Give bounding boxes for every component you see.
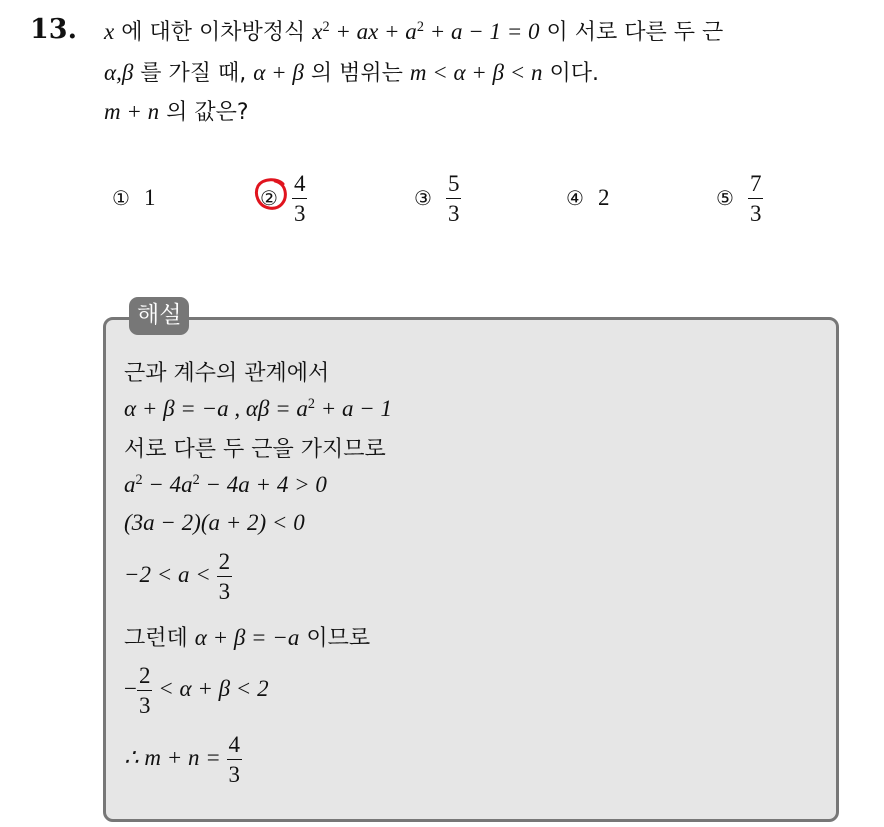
question-text: 의 값은? (159, 100, 249, 125)
explanation-line-4: $a^2 - 4a^2 - 4a + 4 > 0$ (124, 472, 327, 497)
choice-value: 1 (143, 185, 156, 210)
explanation-line-7: 그런데 α + β = −a 이므로 (124, 625, 371, 651)
sum-expression: α + β (253, 60, 304, 85)
question-line-3 (104, 95, 249, 126)
question-text: 이다. (542, 61, 600, 86)
choice-3[interactable] (414, 168, 461, 228)
explanation-tag: 해설 (129, 297, 189, 335)
explanation-line-5: (3a − 2)(a + 2) < 0 (124, 510, 305, 535)
target-expression: m + n (104, 99, 160, 124)
fraction: $\frac{2}{3}$ (138, 663, 151, 718)
question-line-2 (104, 56, 599, 87)
explanation-line-2: α + β = −a , $\alpha\beta = a^2 + a - 1$ (124, 396, 393, 421)
fraction: $\frac{4}{3}$ (228, 732, 241, 787)
explanation-line-9: ∴ m + n = $\frac{4}{3}$ (124, 732, 241, 787)
choice-marker: ② (260, 186, 278, 210)
equation: $x^2$ + ax + $a^2 + a - 1 = 0$ (312, 19, 540, 44)
question-text: 이 서로 다른 두 근 (539, 20, 724, 45)
choice-marker: ③ (414, 186, 432, 210)
choice-4[interactable] (566, 168, 609, 228)
choice-marker: ⑤ (716, 186, 734, 210)
explanation-line-8: − $\frac{2}{3}$ < α + β < 2 (124, 663, 269, 718)
choice-fraction: $\frac{5}{3}$ (447, 170, 460, 226)
choice-fraction: $\frac{7}{3}$ (749, 170, 762, 226)
inequality: m < α + β < n (409, 60, 543, 85)
question-text: 에 대한 이차방정식 (114, 20, 313, 45)
fraction: $\frac{2}{3}$ (218, 549, 231, 604)
question-text: 의 범위는 (303, 61, 410, 86)
explanation-line-3: 서로 다른 두 근을 가지므로 (124, 437, 386, 462)
question-line-1 (104, 15, 723, 46)
question-number: 13. (30, 14, 77, 45)
variable-x: x (104, 19, 115, 44)
question-text: 를 가질 때, (133, 61, 254, 86)
choice-value: 2 (597, 185, 610, 210)
explanation-line-1: 근과 계수의 관계에서 (124, 361, 330, 386)
explanation-line-6: −2 < a < $\frac{2}{3}$ (124, 549, 231, 604)
choice-marker: ① (112, 186, 130, 210)
choice-5[interactable] (716, 168, 763, 228)
roots: α,β (104, 60, 134, 85)
choice-marker: ④ (566, 186, 584, 210)
choice-1[interactable] (112, 168, 155, 228)
choice-fraction: $\frac{4}{3}$ (293, 170, 306, 226)
selected-answer-circle-icon (253, 176, 289, 212)
